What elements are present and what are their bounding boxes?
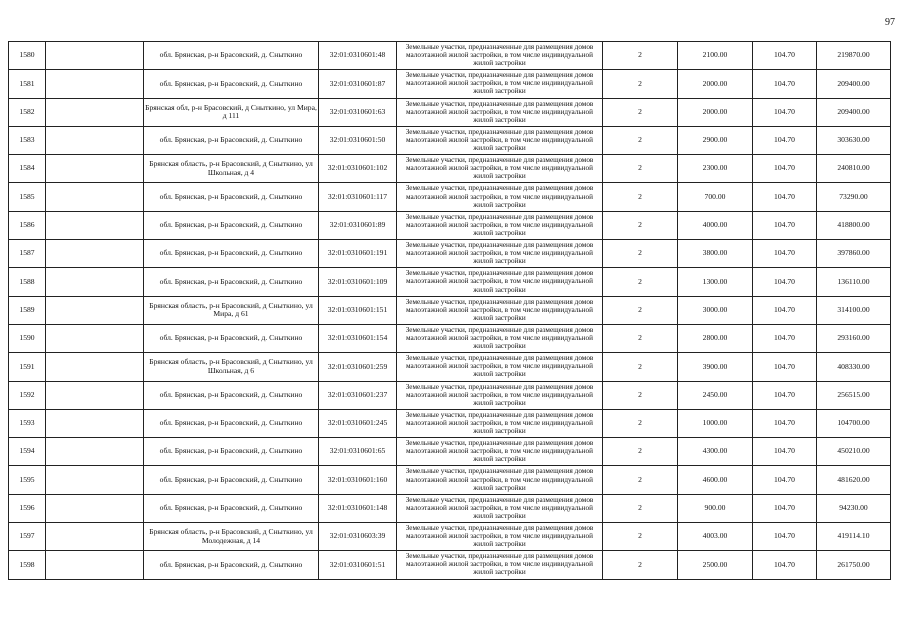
- area-cell: 3900.00: [678, 353, 753, 381]
- cadastral-number-cell: 32:01:0310601:89: [319, 211, 397, 239]
- empty-cell: [46, 211, 144, 239]
- table-row: [9, 268, 891, 296]
- empty-cell: [46, 296, 144, 324]
- cadastral-value-cell: 104700.00: [817, 409, 891, 437]
- category-cell: 2: [603, 70, 678, 98]
- rate-cell: 104.70: [753, 268, 817, 296]
- land-use-cell: Земельные участки, предназначенные для размещения домов малоэтажной жилой застройки, в том числе индивидуальной жилой застройки: [397, 70, 603, 98]
- category-cell: 2: [603, 523, 678, 551]
- rate-cell: 104.70: [753, 126, 817, 154]
- area-cell: 2500.00: [678, 551, 753, 579]
- cadastral-number-cell: 32:01:0310601:87: [319, 70, 397, 98]
- category-cell: 2: [603, 324, 678, 352]
- empty-cell: [46, 466, 144, 494]
- cadastral-value-cell: 209400.00: [817, 70, 891, 98]
- table-row: [9, 70, 891, 98]
- area-cell: 4300.00: [678, 438, 753, 466]
- empty-cell: [46, 268, 144, 296]
- address-cell: обл. Брянская, р-н Брасовский, д. Сныткино: [144, 381, 319, 409]
- table-row: [9, 438, 891, 466]
- rate-cell: 104.70: [753, 70, 817, 98]
- empty-cell: [46, 409, 144, 437]
- table-row: [9, 155, 891, 183]
- row-number-cell: 1591: [9, 353, 46, 381]
- area-cell: 4600.00: [678, 466, 753, 494]
- land-use-cell: Земельные участки, предназначенные для размещения домов малоэтажной жилой застройки, в том числе индивидуальной жилой застройки: [397, 211, 603, 239]
- cadastral-number-cell: 32:01:0310601:48: [319, 42, 397, 70]
- table-row: [9, 98, 891, 126]
- cadastral-value-cell: 219870.00: [817, 42, 891, 70]
- area-cell: 4000.00: [678, 211, 753, 239]
- rate-cell: 104.70: [753, 98, 817, 126]
- cadastral-number-cell: 32:01:0310601:117: [319, 183, 397, 211]
- page-number: 97: [885, 17, 895, 28]
- table-row: [9, 183, 891, 211]
- cadastral-number-cell: 32:01:0310601:50: [319, 126, 397, 154]
- land-registry-table: [8, 41, 891, 580]
- area-cell: 2450.00: [678, 381, 753, 409]
- cadastral-value-cell: 256515.00: [817, 381, 891, 409]
- land-use-cell: Земельные участки, предназначенные для размещения домов малоэтажной жилой застройки, в том числе индивидуальной жилой застройки: [397, 98, 603, 126]
- empty-cell: [46, 494, 144, 522]
- cadastral-value-cell: 73290.00: [817, 183, 891, 211]
- empty-cell: [46, 155, 144, 183]
- address-cell: обл. Брянская, р-н Брасовский, д. Сныткино: [144, 183, 319, 211]
- rate-cell: 104.70: [753, 438, 817, 466]
- cadastral-value-cell: 293160.00: [817, 324, 891, 352]
- area-cell: 900.00: [678, 494, 753, 522]
- cadastral-number-cell: 32:01:0310601:237: [319, 381, 397, 409]
- table-row: [9, 42, 891, 70]
- cadastral-value-cell: 303630.00: [817, 126, 891, 154]
- cadastral-value-cell: 397860.00: [817, 240, 891, 268]
- empty-cell: [46, 183, 144, 211]
- cadastral-number-cell: 32:01:0310601:151: [319, 296, 397, 324]
- cadastral-value-cell: 418800.00: [817, 211, 891, 239]
- land-use-cell: Земельные участки, предназначенные для размещения домов малоэтажной жилой застройки, в том числе индивидуальной жилой застройки: [397, 353, 603, 381]
- area-cell: 2900.00: [678, 126, 753, 154]
- address-cell: обл. Брянская, р-н Брасовский, д. Сныткино: [144, 126, 319, 154]
- row-number-cell: 1597: [9, 523, 46, 551]
- row-number-cell: 1594: [9, 438, 46, 466]
- row-number-cell: 1596: [9, 494, 46, 522]
- cadastral-value-cell: 94230.00: [817, 494, 891, 522]
- area-cell: 2800.00: [678, 324, 753, 352]
- row-number-cell: 1587: [9, 240, 46, 268]
- table-row: [9, 211, 891, 239]
- row-number-cell: 1598: [9, 551, 46, 579]
- cadastral-value-cell: 419114.10: [817, 523, 891, 551]
- land-use-cell: Земельные участки, предназначенные для размещения домов малоэтажной жилой застройки, в том числе индивидуальной жилой застройки: [397, 155, 603, 183]
- rate-cell: 104.70: [753, 523, 817, 551]
- cadastral-value-cell: 408330.00: [817, 353, 891, 381]
- empty-cell: [46, 126, 144, 154]
- area-cell: 3000.00: [678, 296, 753, 324]
- empty-cell: [46, 42, 144, 70]
- category-cell: 2: [603, 211, 678, 239]
- cadastral-value-cell: 261750.00: [817, 551, 891, 579]
- row-number-cell: 1585: [9, 183, 46, 211]
- land-use-cell: Земельные участки, предназначенные для размещения домов малоэтажной жилой застройки, в том числе индивидуальной жилой застройки: [397, 183, 603, 211]
- land-use-cell: Земельные участки, предназначенные для размещения домов малоэтажной жилой застройки, в том числе индивидуальной жилой застройки: [397, 381, 603, 409]
- table-row: [9, 494, 891, 522]
- area-cell: 2000.00: [678, 98, 753, 126]
- cadastral-value-cell: 450210.00: [817, 438, 891, 466]
- land-use-cell: Земельные участки, предназначенные для размещения домов малоэтажной жилой застройки, в том числе индивидуальной жилой застройки: [397, 523, 603, 551]
- land-use-cell: Земельные участки, предназначенные для размещения домов малоэтажной жилой застройки, в том числе индивидуальной жилой застройки: [397, 409, 603, 437]
- table-row: [9, 409, 891, 437]
- rate-cell: 104.70: [753, 353, 817, 381]
- cadastral-number-cell: 32:01:0310601:51: [319, 551, 397, 579]
- area-cell: 1300.00: [678, 268, 753, 296]
- address-cell: Брянская область, р-н Брасовский, д Сныткино, ул Школьная, д 4: [144, 155, 319, 183]
- cadastral-number-cell: 32:01:0310601:63: [319, 98, 397, 126]
- empty-cell: [46, 381, 144, 409]
- category-cell: 2: [603, 126, 678, 154]
- cadastral-value-cell: 209400.00: [817, 98, 891, 126]
- row-number-cell: 1581: [9, 70, 46, 98]
- cadastral-number-cell: 32:01:0310601:65: [319, 438, 397, 466]
- empty-cell: [46, 98, 144, 126]
- cadastral-number-cell: 32:01:0310601:109: [319, 268, 397, 296]
- land-use-cell: Земельные участки, предназначенные для размещения домов малоэтажной жилой застройки, в том числе индивидуальной жилой застройки: [397, 438, 603, 466]
- row-number-cell: 1586: [9, 211, 46, 239]
- category-cell: 2: [603, 42, 678, 70]
- rate-cell: 104.70: [753, 183, 817, 211]
- empty-cell: [46, 324, 144, 352]
- cadastral-number-cell: 32:01:0310603:39: [319, 523, 397, 551]
- category-cell: 2: [603, 466, 678, 494]
- address-cell: обл. Брянская, р-н Брасовский, д. Сныткино: [144, 42, 319, 70]
- area-cell: 2300.00: [678, 155, 753, 183]
- row-number-cell: 1590: [9, 324, 46, 352]
- rate-cell: 104.70: [753, 466, 817, 494]
- category-cell: 2: [603, 494, 678, 522]
- address-cell: Брянская область, р-н Брасовский, д Сныткино, ул Мира, д 61: [144, 296, 319, 324]
- area-cell: 1000.00: [678, 409, 753, 437]
- address-cell: обл. Брянская, р-н Брасовский, д. Сныткино: [144, 324, 319, 352]
- land-use-cell: Земельные участки, предназначенные для размещения домов малоэтажной жилой застройки, в том числе индивидуальной жилой застройки: [397, 494, 603, 522]
- land-use-cell: Земельные участки, предназначенные для размещения домов малоэтажной жилой застройки, в том числе индивидуальной жилой застройки: [397, 240, 603, 268]
- cadastral-number-cell: 32:01:0310601:160: [319, 466, 397, 494]
- category-cell: 2: [603, 240, 678, 268]
- category-cell: 2: [603, 353, 678, 381]
- rate-cell: 104.70: [753, 381, 817, 409]
- land-use-cell: Земельные участки, предназначенные для размещения домов малоэтажной жилой застройки, в том числе индивидуальной жилой застройки: [397, 466, 603, 494]
- table-row: [9, 126, 891, 154]
- land-use-cell: Земельные участки, предназначенные для размещения домов малоэтажной жилой застройки, в том числе индивидуальной жилой застройки: [397, 42, 603, 70]
- row-number-cell: 1583: [9, 126, 46, 154]
- row-number-cell: 1580: [9, 42, 46, 70]
- address-cell: обл. Брянская, р-н Брасовский, д. Сныткино: [144, 70, 319, 98]
- category-cell: 2: [603, 551, 678, 579]
- cadastral-number-cell: 32:01:0310601:191: [319, 240, 397, 268]
- address-cell: Брянская обл, р-н Брасовский, д Сныткино, ул Мира, д 111: [144, 98, 319, 126]
- address-cell: обл. Брянская, р-н Брасовский, д. Сныткино: [144, 211, 319, 239]
- row-number-cell: 1589: [9, 296, 46, 324]
- category-cell: 2: [603, 155, 678, 183]
- table-row: [9, 523, 891, 551]
- address-cell: обл. Брянская, р-н Брасовский, д. Сныткино: [144, 409, 319, 437]
- table-row: [9, 324, 891, 352]
- table-row: [9, 296, 891, 324]
- category-cell: 2: [603, 409, 678, 437]
- table-row: [9, 381, 891, 409]
- rate-cell: 104.70: [753, 409, 817, 437]
- empty-cell: [46, 353, 144, 381]
- table-row: [9, 353, 891, 381]
- address-cell: обл. Брянская, р-н Брасовский, д. Сныткино: [144, 466, 319, 494]
- table-row: [9, 466, 891, 494]
- category-cell: 2: [603, 296, 678, 324]
- category-cell: 2: [603, 438, 678, 466]
- cadastral-number-cell: 32:01:0310601:154: [319, 324, 397, 352]
- category-cell: 2: [603, 183, 678, 211]
- rate-cell: 104.70: [753, 42, 817, 70]
- cadastral-value-cell: 481620.00: [817, 466, 891, 494]
- row-number-cell: 1582: [9, 98, 46, 126]
- land-use-cell: Земельные участки, предназначенные для размещения домов малоэтажной жилой застройки, в том числе индивидуальной жилой застройки: [397, 126, 603, 154]
- area-cell: 3800.00: [678, 240, 753, 268]
- rate-cell: 104.70: [753, 296, 817, 324]
- cadastral-number-cell: 32:01:0310601:102: [319, 155, 397, 183]
- land-use-cell: Земельные участки, предназначенные для размещения домов малоэтажной жилой застройки, в том числе индивидуальной жилой застройки: [397, 324, 603, 352]
- address-cell: обл. Брянская, р-н Брасовский, д. Сныткино: [144, 438, 319, 466]
- area-cell: 2100.00: [678, 42, 753, 70]
- rate-cell: 104.70: [753, 211, 817, 239]
- land-use-cell: Земельные участки, предназначенные для размещения домов малоэтажной жилой застройки, в том числе индивидуальной жилой застройки: [397, 296, 603, 324]
- empty-cell: [46, 70, 144, 98]
- table-body: [9, 42, 891, 580]
- rate-cell: 104.70: [753, 551, 817, 579]
- row-number-cell: 1584: [9, 155, 46, 183]
- area-cell: 4003.00: [678, 523, 753, 551]
- rate-cell: 104.70: [753, 324, 817, 352]
- cadastral-number-cell: 32:01:0310601:259: [319, 353, 397, 381]
- address-cell: Брянская область, р-н Брасовский, д Сныткино, ул Молодежная, д 14: [144, 523, 319, 551]
- category-cell: 2: [603, 268, 678, 296]
- category-cell: 2: [603, 98, 678, 126]
- cadastral-number-cell: 32:01:0310601:148: [319, 494, 397, 522]
- area-cell: 700.00: [678, 183, 753, 211]
- empty-cell: [46, 523, 144, 551]
- address-cell: обл. Брянская, р-н Брасовский, д. Сныткино: [144, 268, 319, 296]
- row-number-cell: 1593: [9, 409, 46, 437]
- cadastral-value-cell: 314100.00: [817, 296, 891, 324]
- rate-cell: 104.70: [753, 240, 817, 268]
- table-row: [9, 240, 891, 268]
- address-cell: обл. Брянская, р-н Брасовский, д. Сныткино: [144, 551, 319, 579]
- category-cell: 2: [603, 381, 678, 409]
- address-cell: обл. Брянская, р-н Брасовский, д. Сныткино: [144, 240, 319, 268]
- row-number-cell: 1592: [9, 381, 46, 409]
- cadastral-value-cell: 136110.00: [817, 268, 891, 296]
- empty-cell: [46, 551, 144, 579]
- cadastral-number-cell: 32:01:0310601:245: [319, 409, 397, 437]
- table-row: [9, 551, 891, 579]
- area-cell: 2000.00: [678, 70, 753, 98]
- empty-cell: [46, 240, 144, 268]
- rate-cell: 104.70: [753, 494, 817, 522]
- land-use-cell: Земельные участки, предназначенные для размещения домов малоэтажной жилой застройки, в том числе индивидуальной жилой застройки: [397, 268, 603, 296]
- land-use-cell: Земельные участки, предназначенные для размещения домов малоэтажной жилой застройки, в том числе индивидуальной жилой застройки: [397, 551, 603, 579]
- cadastral-value-cell: 240810.00: [817, 155, 891, 183]
- address-cell: Брянская область, р-н Брасовский, д Сныткино, ул Школьная, д 6: [144, 353, 319, 381]
- rate-cell: 104.70: [753, 155, 817, 183]
- empty-cell: [46, 438, 144, 466]
- address-cell: обл. Брянская, р-н Брасовский, д. Сныткино: [144, 494, 319, 522]
- row-number-cell: 1588: [9, 268, 46, 296]
- row-number-cell: 1595: [9, 466, 46, 494]
